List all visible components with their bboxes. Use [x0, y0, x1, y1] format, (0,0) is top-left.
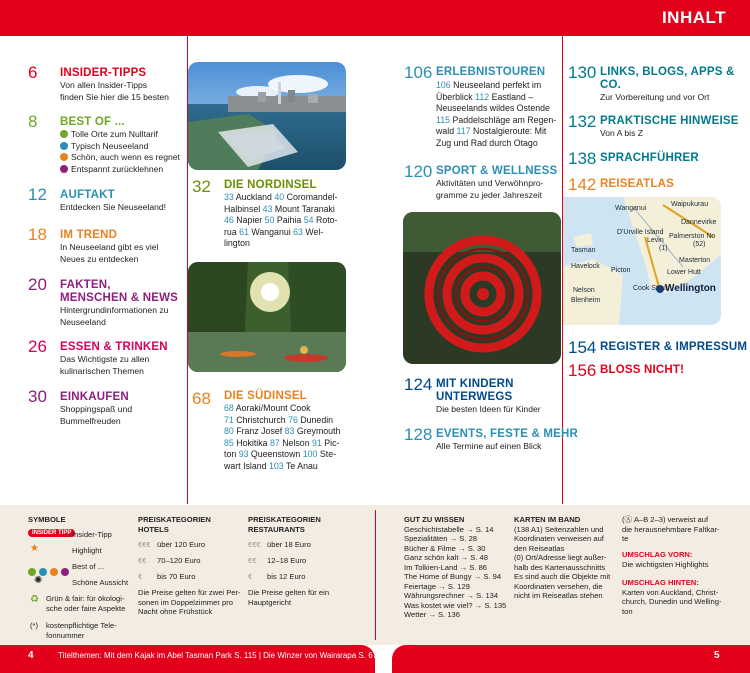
price-note: Nacht ohne Frühstück — [138, 607, 213, 616]
page-number: 32 — [192, 177, 211, 196]
kayak-photo — [188, 262, 346, 372]
place-name: rua — [224, 226, 240, 237]
gut-zu-wissen-row: Wetter → S. 136 — [404, 610, 460, 619]
faltkarte-row: die herausnehmbare Faltkar- — [622, 524, 720, 534]
divider — [375, 510, 376, 640]
section-desc: Die besten Ideen für Kinder — [436, 404, 541, 414]
page-ref: 106 — [436, 80, 454, 90]
page-number: 106 — [404, 63, 433, 82]
map-label: Tasman — [571, 247, 596, 254]
legend-row: kostenpflichtige Tele- — [46, 621, 117, 630]
place-name: Zug und Rad durch Otago — [436, 137, 538, 148]
karten-row: Es sind auch die Objekte mit — [514, 572, 611, 581]
entry-line — [436, 92, 533, 104]
insider-badge: INSIDER TIPP — [28, 529, 75, 537]
footer-right — [392, 645, 750, 673]
legend-title: SYMBOLE — [28, 515, 66, 524]
best-of-label: Schön, auch wenn es regnet — [71, 152, 180, 162]
place-name: Neuseeland perfekt im — [453, 80, 542, 90]
place-name: Mount Taranaki — [274, 203, 335, 214]
section-desc: kulinarischen Themen — [60, 365, 144, 376]
gut-zu-wissen-row: The Home of Bungy → S. 94 — [404, 572, 502, 581]
section-title: DIE NORDINSEL — [224, 179, 317, 191]
page-ref: 40 — [274, 192, 287, 202]
legend-row: Best of ... — [72, 562, 105, 571]
gut-zu-wissen-title: GUT ZU WISSEN — [404, 515, 465, 524]
section-title: DIE SÜDINSEL — [224, 390, 307, 402]
price-note: Die Preise gelten für ein — [248, 588, 330, 597]
page-ref: 100 — [302, 449, 320, 459]
entry-line — [224, 426, 340, 438]
legend-row: sche oder faire Aspekte — [46, 603, 126, 613]
entry-line — [436, 103, 550, 115]
map-label: (52) — [693, 241, 706, 248]
legend-row: Highlight — [72, 546, 102, 555]
page-ref: 103 — [268, 460, 286, 471]
section-title: ESSEN & TRINKEN — [60, 341, 168, 353]
place-name: ton — [224, 449, 239, 459]
entry-line — [224, 403, 311, 415]
map-label: Masterton — [679, 257, 711, 264]
section-desc: Shoppingspaß und — [60, 404, 133, 414]
page-ref: 63 — [293, 226, 306, 237]
page-number: 142 — [568, 175, 597, 194]
karten-row: Koordinaten versehen, die — [514, 581, 603, 591]
bullet-icon — [60, 142, 68, 150]
section-title: LINKS, BLOGS, APPS & — [600, 66, 735, 78]
price-symbol: €€€ — [138, 540, 151, 549]
page-number: 154 — [568, 338, 597, 357]
gut-zu-wissen-row: Was kostet wie viel? → S. 135 — [404, 600, 507, 610]
price-symbol: € — [248, 572, 253, 581]
section-title: SPORT & WELLNESS — [436, 165, 558, 177]
gut-zu-wissen-row: Spezialitäten → S. 28 — [404, 534, 478, 543]
bullet-icon — [60, 130, 68, 138]
page-number: 138 — [568, 149, 597, 168]
entry-line — [436, 115, 556, 127]
gut-zu-wissen-row: Ganz schön kalt → S. 48 — [404, 553, 488, 562]
place-name: Franz Josef — [236, 426, 285, 436]
page-number: 30 — [28, 387, 47, 406]
map-label: Lower Hutt — [667, 269, 701, 276]
page-number: 18 — [28, 225, 47, 244]
place-name: Aoraki/Mount Cook — [235, 403, 311, 413]
dot-icon — [50, 568, 58, 576]
section-desc: Das Wichtigste zu allen — [60, 354, 150, 364]
entry-line — [224, 438, 339, 450]
karten-row: nicht im Reiseatlas stehen — [514, 591, 603, 600]
page-number: 128 — [404, 425, 433, 444]
umschlag-hinten-text: Karten von Auckland, Christ- — [622, 587, 719, 597]
map-label: Dannevirke — [681, 219, 717, 226]
map-label: Nelson — [573, 287, 595, 294]
price-title: PREISKATEGORIEN — [138, 515, 211, 524]
page-number: 68 — [192, 389, 211, 408]
legend-row: Grün & fair: für ökologi- — [46, 594, 125, 603]
header-bar — [0, 0, 750, 36]
section-title: SPRACHFÜHRER — [600, 152, 699, 164]
star-icon: ★ — [30, 543, 39, 554]
place-name: lington — [224, 238, 250, 248]
view-icon: ✺ — [34, 575, 43, 586]
place-name: Napier — [236, 215, 265, 225]
price-symbol: € — [138, 572, 143, 581]
map-label: Levin — [647, 237, 664, 244]
section-desc: Alle Termine auf einen Blick — [436, 441, 542, 451]
place-name: Neuseelands wildes Ostende — [436, 103, 550, 113]
page-ref: 80 — [224, 426, 237, 436]
place-name: Ste- — [319, 449, 337, 459]
page-ref: 83 — [284, 426, 297, 436]
page-number: 20 — [28, 275, 47, 294]
gut-zu-wissen-row: Im Tolkien-Land → S. 86 — [404, 562, 488, 572]
price-note: Hauptgericht — [248, 597, 292, 607]
section-desc: Bummelfreuden — [60, 415, 121, 426]
place-name: Paihia — [276, 215, 304, 225]
section-desc: Aktivitäten und Verwöhnpro- — [436, 178, 544, 188]
page-ref: 68 — [224, 403, 236, 413]
section-desc: Neues zu entdecken — [60, 253, 139, 264]
place-name: Paddelschläge am Regen- — [452, 114, 557, 125]
faltkarte-row: (Ⓐ A–B 2–3) verweist auf — [622, 515, 709, 524]
page-ref: 115 — [436, 114, 453, 125]
price-note: sonen im Doppelzimmer pro — [138, 597, 233, 607]
page-ref: 91 — [312, 437, 325, 448]
page-number-left: 4 — [28, 650, 34, 661]
section-desc: Zur Vorbereitung und vor Ort — [600, 92, 710, 102]
map-label: Havelock — [571, 263, 600, 270]
green-fair-icon: ♻ — [30, 594, 39, 605]
price-symbol: €€ — [248, 556, 257, 565]
price-note: Die Preise gelten für zwei Per- — [138, 588, 241, 597]
bullet-icon — [60, 153, 68, 161]
page-number: 124 — [404, 375, 433, 394]
price-range: 12–18 Euro — [267, 556, 307, 565]
section-title: IM TREND — [60, 229, 118, 241]
section-title: BLOSS NICHT! — [600, 364, 685, 376]
best-of-label: Entspannt zurücklehnen — [71, 163, 164, 174]
place-name: Greymouth — [296, 426, 341, 436]
legend-row: Insider-Tipp — [72, 530, 112, 539]
best-of-label: Tolle Orte zum Nulltarif — [71, 129, 158, 139]
best-of-item — [60, 164, 163, 176]
place-name: Halbinsel — [224, 203, 263, 214]
legend-row: Schöne Aussicht — [72, 578, 129, 587]
place-name: wald — [436, 126, 457, 136]
page-number: 156 — [568, 361, 597, 380]
page-ref: 112 — [475, 91, 492, 102]
section-desc: Von allen Insider-Tipps — [60, 80, 148, 90]
entry-line — [224, 415, 333, 427]
page-ref: 61 — [239, 226, 252, 237]
faltkarte-row: te — [622, 534, 629, 543]
section-desc: Von A bis Z — [600, 128, 643, 138]
umschlag-vorn-title: UMSCHLAG VORN: — [622, 550, 693, 559]
karten-row: den Reiseatlas — [514, 543, 565, 553]
page-title: INHALT — [661, 8, 726, 27]
place-name: Auckland — [235, 192, 275, 202]
page-ref: 43 — [262, 203, 275, 214]
gut-zu-wissen-row: Geschichtstabelle → S. 14 — [404, 524, 494, 534]
page-number-right: 5 — [714, 650, 720, 661]
place-name: Coromandel- — [286, 192, 338, 202]
page-ref: 33 — [224, 192, 236, 202]
section-desc: Hintergrundinformationen zu — [60, 305, 169, 315]
place-name: Wel- — [305, 226, 324, 237]
page-ref: 93 — [238, 449, 251, 459]
umschlag-hinten-text: church, Dunedin und Welling- — [622, 597, 722, 606]
karten-title: KARTEN IM BAND — [514, 515, 581, 524]
page-ref: 50 — [264, 215, 277, 225]
price-range: bis 12 Euro — [267, 572, 306, 581]
section-title: UNTERWEGS — [436, 391, 513, 403]
best-of-item — [60, 129, 158, 141]
map-label: Waipukurau — [671, 201, 709, 208]
best-of-label: Typisch Neuseeland — [71, 140, 149, 151]
price-range: über 120 Euro — [157, 540, 206, 549]
phone-mark: (*) — [30, 621, 39, 630]
place-name: Wanganui — [251, 226, 294, 237]
section-title: PRAKTISCHE HINWEISE — [600, 115, 739, 127]
entry-line — [224, 461, 318, 473]
dot-icon — [61, 568, 69, 576]
umschlag-vorn-text: Die wichtigsten Highlights — [622, 559, 709, 569]
price-range: bis 70 Euro — [157, 572, 196, 581]
map-label: Palmerston No — [669, 233, 716, 240]
place-name: Roto- — [315, 215, 338, 225]
map-label: D'Urville Island — [617, 229, 664, 236]
entry-line — [436, 126, 546, 138]
entry-line — [224, 192, 337, 204]
map-label: Picton — [611, 267, 631, 274]
map-label: (1) — [659, 245, 668, 252]
karten-row: Koordinaten verweisen auf — [514, 534, 604, 543]
page-number: 132 — [568, 112, 597, 131]
place-name: Nostalgieroute: Mit — [473, 126, 547, 136]
place-name: Pic- — [324, 437, 340, 448]
place-name: Eastland – — [491, 91, 534, 102]
page-number: 130 — [568, 63, 597, 82]
section-title: MENSCHEN & NEWS — [60, 292, 179, 304]
price-symbol: €€€ — [248, 540, 261, 549]
place-name: Dunedin — [300, 414, 334, 425]
price-range: über 18 Euro — [267, 540, 311, 549]
place-name: Hokitika — [236, 437, 270, 448]
gut-zu-wissen-row: Bücher & Filme → S. 30 — [404, 543, 486, 553]
map-label: Cook Strait — [633, 285, 668, 292]
entry-line — [224, 215, 337, 227]
place-name: Te Anau — [285, 460, 318, 471]
section-title: INSIDER-TIPPS — [60, 67, 147, 79]
place-name: wart Island — [224, 460, 269, 471]
umschlag-hinten-title: UMSCHLAG HINTEN: — [622, 578, 699, 587]
section-desc: Entdecken Sie Neuseeland! — [60, 202, 167, 212]
page-number: 26 — [28, 337, 47, 356]
best-of-item — [60, 141, 148, 153]
place-name: Christchurch — [236, 414, 289, 425]
price-title: PREISKATEGORIEN — [248, 515, 321, 524]
legend-row: fonnummer — [46, 630, 85, 640]
section-desc: gramme zu jeder Jahreszeit — [436, 189, 543, 200]
place-name: Überblick — [436, 91, 476, 102]
map-label: Wanganui — [615, 205, 647, 212]
section-title: ERLEBNISTOUREN — [436, 66, 546, 78]
price-range: 70–120 Euro — [157, 556, 201, 565]
page-ref: 76 — [288, 414, 301, 425]
map-label: Wellington — [665, 283, 716, 294]
section-desc: Neuseeland — [60, 316, 106, 327]
entry-line — [224, 449, 336, 461]
entry-line — [224, 204, 335, 216]
section-title: FAKTEN, — [60, 279, 111, 291]
page-ref: 46 — [224, 215, 237, 225]
best-of-item — [60, 152, 180, 164]
footer-titelthemen: Titelthemen: Mit dem Kajak im Abel Tasman Park S. 115 | Die Winzer von Wairarapa S. 67 — [58, 651, 378, 660]
entry-line — [224, 238, 250, 250]
karten-row: halb des Kartenausschnitts — [514, 562, 606, 572]
page-ref: 85 — [224, 437, 237, 448]
entry-line — [436, 138, 538, 150]
bullet-icon — [60, 165, 68, 173]
entry-line — [436, 80, 541, 92]
map-label: Blenheim — [571, 297, 601, 304]
price-subtitle: HOTELS — [138, 524, 169, 534]
page-number: 12 — [28, 185, 47, 204]
page-ref: 117 — [456, 126, 474, 136]
section-title: EVENTS, FESTE & MEHR — [436, 428, 579, 440]
page-number: 8 — [28, 112, 38, 131]
auckland-photo — [188, 62, 346, 170]
section-desc: finden Sie hier die 15 besten — [60, 91, 169, 102]
section-title: CO. — [600, 79, 622, 91]
section-title: AUFTAKT — [60, 189, 115, 201]
section-title: REISEATLAS — [600, 178, 674, 190]
gut-zu-wissen-row: Währungsrechner → S. 134 — [404, 591, 499, 600]
price-symbol: €€ — [138, 556, 147, 565]
gut-zu-wissen-row: Feiertage → S. 129 — [404, 581, 470, 591]
page-ref: 87 — [269, 437, 283, 448]
place-name: Queenstown — [250, 449, 303, 459]
karten-row: (138 A1) Seitenzahlen und — [514, 524, 604, 534]
page-number: 120 — [404, 162, 433, 181]
carving-photo — [403, 212, 561, 364]
page-number: 6 — [28, 63, 38, 82]
section-title: BEST OF ... — [60, 116, 125, 128]
page-ref: 54 — [303, 215, 316, 225]
section-title: MIT KINDERN — [436, 378, 514, 390]
entry-line — [224, 227, 323, 239]
section-desc: In Neuseeland gibt es viel — [60, 242, 159, 252]
karten-row: (0) Ort/Adresse liegt außer- — [514, 553, 607, 562]
section-title: EINKAUFEN — [60, 391, 129, 403]
price-subtitle: RESTAURANTS — [248, 524, 305, 534]
umschlag-hinten-text: ton — [622, 606, 633, 616]
page-ref: 71 — [224, 414, 237, 425]
reiseatlas-map — [563, 197, 721, 325]
section-title: REGISTER & IMPRESSUM — [600, 341, 748, 353]
place-name: Nelson — [282, 437, 313, 448]
